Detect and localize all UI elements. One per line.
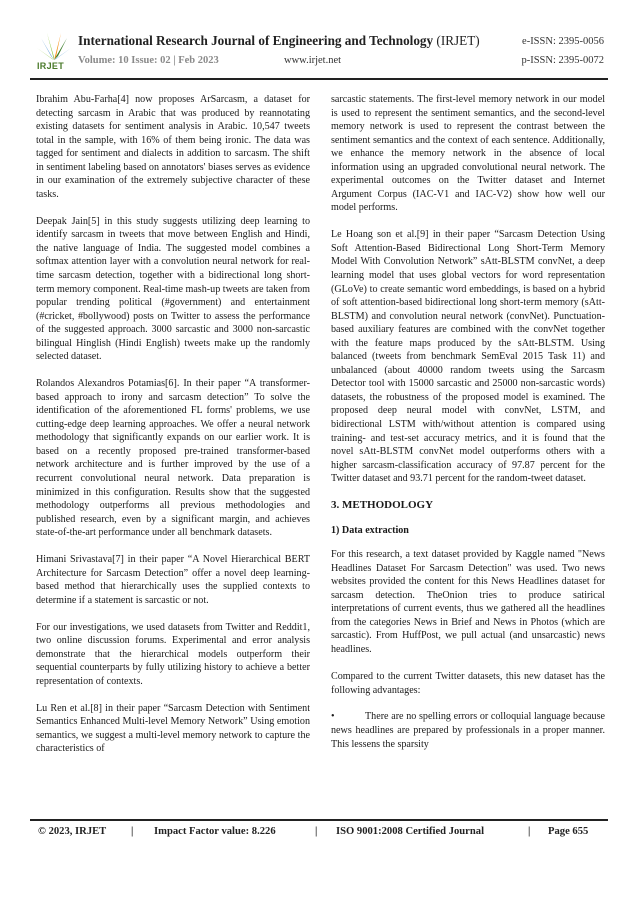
footer-impact-factor: Impact Factor value: 8.226 bbox=[154, 826, 276, 837]
footer-separator: | bbox=[528, 826, 531, 837]
header-divider bbox=[30, 78, 608, 80]
paragraph-jain: Deepak Jain[5] in this study suggests utilizing deep learning to identify sarcasm in tweets that move between English and Hindi, the native language of India. The suggested model combines a softmax attention layer with a convolution neural network for real-time sarcasm detection, together with a bidirectional long short-term memory component. Real-time mash-up tweets are taken from popular trending political (#government) and entertainment (#cricket, #bollywood) posts on Twitter to assess the performance of the suggested approach. 3000 sarcastic and 3000 non-sarcastic bilingual Hinglish (Hindi English) tweets make up the randomly selected dataset. bbox=[36, 215, 310, 363]
paragraph-abu-farha: Ibrahim Abu-Farha[4] now proposes ArSarcasm, a dataset for detecting sarcasm in Arabic that was produced by reannotating existing datasets for sentiment analysis in Arabic. 10,547 tweets total in the sample, with 16% of them being ironic. The data was tagged for sentiment and dialects in addition to sarcasm. The shift in sentiment labeling based on annotators' biases serves as evidence in our examination of the extremely subjective character of these tasks. bbox=[36, 94, 310, 200]
section-heading-methodology: 3. METHODOLOGY bbox=[331, 499, 434, 512]
footer-separator: | bbox=[315, 826, 318, 837]
paragraph-investigations: For our investigations, we used datasets from Twitter and Reddit1, two online discussion forums. Experimental and error analysis demonstrate that the hierarchical models outperform their sequential counterparts by fully utilizing history to achieve a better representation of contexts. bbox=[36, 621, 310, 687]
bullet-text: There are no spelling errors or colloquial language because news headlines are prepared by professionals in a proper manner. This lessens the sparsity bbox=[331, 711, 605, 750]
paragraph-memory-network: sarcastic statements. The first-level memory network in our model is used to represent the sentiment semantics, and the second-level memory network is used to represent the contrast between the sentiment semantics and the context of each sentence. Additionally, we enhance the memory network in the absence of local information using an upgraded convolutional neural network. The experimental outcomes on the Twitter dataset and Internet Argument Corpus (IAC-V1 and IAC-V2) show how well our model performs. bbox=[331, 94, 605, 214]
bullet-icon: • bbox=[331, 711, 335, 723]
right-column bbox=[331, 93, 605, 764]
paragraph-lu-ren: Lu Ren et al.[8] in their paper “Sarcasm Detection with Sentiment Semantics Enhanced Multi-level Memory Network” Using emotion semantics, we suggest a multi-level memory network to capture the characteristics of bbox=[36, 702, 310, 755]
journal-title bbox=[78, 33, 480, 49]
bullet-item bbox=[331, 710, 605, 751]
footer-copyright: © 2023, IRJET bbox=[38, 826, 107, 837]
journal-abbreviation: (IRJET) bbox=[436, 33, 480, 48]
p-issn: p-ISSN: 2395-0072 bbox=[521, 55, 604, 66]
footer-divider bbox=[30, 819, 608, 821]
page-footer bbox=[30, 826, 608, 842]
journal-name: International Research Journal of Engineering and Technology bbox=[78, 33, 434, 48]
logo-text: IRJET bbox=[37, 61, 65, 71]
footer-iso: ISO 9001:2008 Certified Journal bbox=[336, 826, 485, 837]
footer-separator: | bbox=[131, 826, 134, 837]
paragraph-dataset: For this research, a text dataset provided by Kaggle named "News Headlines Dataset For Sarcasm Detection" was used. Two news websites provided the content for this News Headlines dataset for sarcasm detection. TheOnion tries to produce satirical interpretations of current events, thus we gathered all the headlines from the categories News in Brief and News in Photos (which are sarcastic). From HuffPost, we pull actual (and unsarcastic) news headlines. bbox=[331, 549, 605, 656]
e-issn: e-ISSN: 2395-0056 bbox=[522, 36, 604, 47]
subsection-heading-data-extraction: 1) Data extraction bbox=[331, 524, 409, 536]
paragraph-advantages: Compared to the current Twitter datasets, this new dataset has the following advantages: bbox=[331, 670, 605, 696]
page-header bbox=[30, 30, 608, 74]
left-column bbox=[36, 93, 310, 769]
paragraph-le-hoang-son: Le Hoang son et al.[9] in their paper “Sarcasm Detection Using Soft Attention-Based Bidirectional Long Short-Term Memory Model With Convolution Network” sAtt-BLSTM convNet, a deep learning model that uses global vectors for word representation (GLoVe) to create semantic word embeddings, is based on a hybrid of soft attention-based bidirectional long short-term memory (sAtt-BLSTM) and convolution neural network (convNet). Punctuation-based auxiliary features are combined with the convNet together with the feature maps produced by the sAtt-BLSTM. Using balanced (tweets from benchmark SemEval 2015 Task 11) and unbalanced (about 40000 random tweets using the Sarcasm Detector tool with 15000 sarcastic and 25000 non-sarcastic words) datasets, the robustness of the proposed model is examined. The proposed deep neural model with convNet, LSTM, and bidirectional LSTM with/without attention is compared using training- and test-set accuracy metrics, and it is found that the novel sAtt-BLSTM convNet model outperforms others with a higher sarcasm-classification accuracy of 97.87 percent for the Twitter dataset and 93.71 percent for the random-tweet dataset. bbox=[331, 229, 605, 485]
volume-issue-info: Volume: 10 Issue: 02 | Feb 2023 bbox=[78, 55, 219, 66]
journal-website: www.irjet.net bbox=[284, 55, 342, 66]
footer-page-number: Page 655 bbox=[548, 826, 589, 837]
paragraph-potamias: Rolandos Alexandros Potamias[6]. In their paper “A transformer-based approach to irony and sarcasm detection” To solve the identification of the aforementioned FL forms' problems, we use cutting-edge deep learning approaches. We offer a neural network methodology that significantly expands on our earlier work. It is based on a recently proposed pre-trained transformer-based network architecture and is further improved by the use of a recurrent convolutional neural network. Data preparation is minimized in this configuration. Results show that the suggested methodology outperforms all previous methodologies and published research, even by a significant margin, and achieves state-of-the-art performance under all benchmark datasets. bbox=[36, 378, 310, 539]
paragraph-srivastava: Himani Srivastava[7] in their paper “A Novel Hierarchical BERT Architecture for Sarcasm Detection” offer a novel deep learning-based method that hierarchically uses the supplied contexts to determine if a statement is sarcastic or not. bbox=[36, 554, 310, 606]
